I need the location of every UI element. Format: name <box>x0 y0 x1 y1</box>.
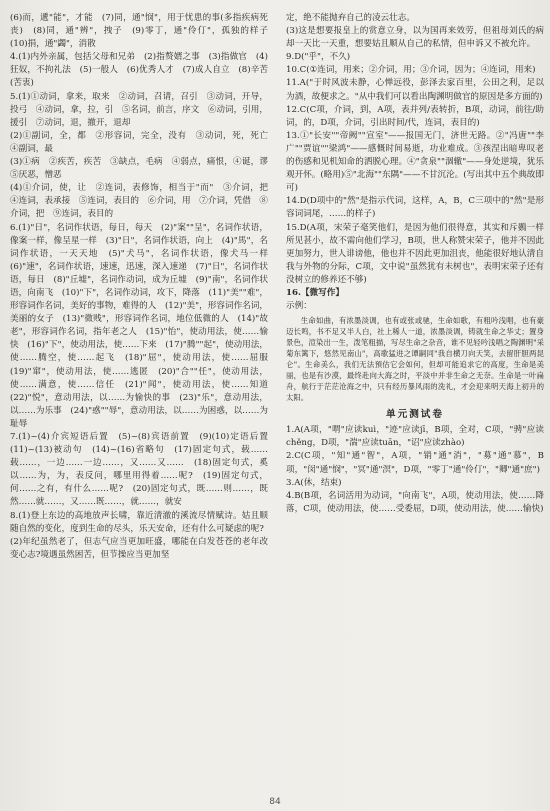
unit-test-title: 单元测试卷 <box>386 409 444 421</box>
answer-paragraph: 10.C(①连词，用来；②介词，用；③介词，因为；④连词，用来) <box>286 65 536 76</box>
answer-paragraph: 4.(1)内外亲属，包括父母和兄弟 (2)指赘婿之事 (3)指做官 (4)狂奴，不拘礼法 (5)一般人 (6)优秀人才 (7)成人自立 (8)辛苦(苦衷) <box>10 52 268 89</box>
answer-paragraph: 2.C(C项，"知"通"智"，A项，"销"通"消"，"募"通"慕"，B项，"闵"通"悯"，"冥"通"溟"，D项，"零丁"通"伶仃"，"卿"通"庶") <box>286 451 544 475</box>
answer-paragraph: 定，绝不能抛弃自己的凌云壮志。 <box>286 13 415 23</box>
answer-paragraph: (6)而，遞"能"，才能 (7)同，通"悯"，用于忧患的事(多指疾病死丧) (8)同，通"辨"，拽子 (9)零丁，通"伶仃"，孤独的样子 (10)捐，通"蠲"，消散 <box>10 13 277 50</box>
answer-paragraph: 7.(1)~(4)介宾短语后置 (5)~(8)宾语前置 (9)(10)定语后置 (11)~(13)被动句 (14)~(16)省略句 (17)固定句式，载……载……，一边……一边……，又……又…… (18)固定句式，奚以……为，为，表反问，哪里用得着……呢? (19)固定句式，何……之有，有什么……呢? (20)固定句式，既……则……，既然……就……，又……既……，就……，就安 <box>10 432 277 508</box>
micro-writing-heading: 16.【微写作】 <box>286 287 344 298</box>
answer-paragraph: 1.A(A项，"喟"应读kuì，"迹"应读jī，B项，全对，C项，"骋"应读chěng，D项，"湍"应读tuān，"诏"应读zhào) <box>286 425 544 449</box>
example-label: 示例： <box>286 301 312 312</box>
answer-paragraph: (3)①病 ②疾苦，疾苦 ③缺点，毛病 ④弱点，痛恨，④诞，谬 ⑤厌恶，憎恶 <box>10 157 277 181</box>
answer-paragraph: 5.(1)①动词，拿来，取来 ②动词，召请，召引 ③动词，开导，投弓 ④动词，拿，拉，引 ⑤名词，前言，序文 ⑥动词，引用，援引 ⑦动词，退，撤开，退却 <box>10 91 268 128</box>
answer-paragraph: 13.①"长安""帝阙""宣室"——报国无门，济世无路。②"冯唐""李广""贾谊""梁鸿"——感慨时间易逝，功业难成。③孩涅出暗卑叹老的伤感和见机知命的洒脱心理。④"贪泉""涸辙"——身处逆境，犹乐观开怀。(略用)⑤"北海""东隅"——不甘沉沦。(写出其中五个典故即可) <box>286 130 544 194</box>
answer-paragraph: 3.A(休，结束) <box>286 477 342 488</box>
answer-paragraph: 12.C(C项，介词，到，A项，表并列/表转折，B项，动词，前往/助词，的，D项，介词，引出时间/代，连词，表目的) <box>286 104 544 128</box>
answer-paragraph: (4)①介词，使，让 ②连词，表修饰，相当于"而" ③介词，把 ④连词，表承接 ⑤连词，表目的 ⑥介词，用 ⑦介词，凭借 ⑧介词，把 ⑨连词，表目的 <box>10 183 277 220</box>
answer-paragraph: (2)年纪虽然老了，但志气应当更加旺盛，哪能在白发苍苍的老年改变心志?境遇虽然困苦，但节操应当更加坚 <box>10 536 268 560</box>
answer-paragraph: (3)这是想要报皇上的赏意立身，以为国再来效劳，但祖母刘氏的病却一天比一天重，想要姑且顺从自己的私情，但申诉又不被允许。 <box>286 26 544 50</box>
answer-paragraph: 11.A("于时风波未静，心惮远役，彭泽去家百里，公田之利，足以为酒，故便求之。"从中我们可以看出陶渊明做官的原因是多方面的) <box>286 78 544 102</box>
page-number: 84 <box>269 797 281 807</box>
answer-paragraph: 15.D(A项，宋荣子毫笑他们，是因为他们很得意，其实和斥鷃一样所见甚小，故不需向他们学习，B项，世人称赞宋荣子，他并不因此更加努力，世人诽谤他，他也并不因此更加沮丧，他能很好地认清自我与外物的分际，C项，文中说"虽然犹有未树也"，表明宋荣子还有没树立的修养还不够) <box>286 222 544 285</box>
answer-paragraph: 14.D(D项中的"然"是指示代词，这样，A，B，C三项中的"然"是形容词词尾，……的样子) <box>286 196 544 220</box>
answer-paragraph: (2)①副词，全，都 ②形容词，完全，没有 ③动词，死，死亡 ④副词，最 <box>10 130 277 154</box>
answer-paragraph: 4.B(B项，名词活用为动词，"向南飞"，A项，使动用法，使……降落，C项，使动用法，使……受委屈，D项，使动用法，使……愉快) <box>286 490 544 514</box>
answer-paragraph: 9.D("乎"，不久) <box>286 52 351 63</box>
example-essay: 生命如曲，有浓墨淡调，也有或张或驰，生命如歌，有粗吟浅唱，也有豪迈长鸣，书不足又半人白，社上稀人一道，浓墨淡调，铸就生命之华丈；置身景色，渲染出一生，泼笔粗描，写尽生命之杂音，谁不见轻吟浅唱之陶渊明"采菊东篱下，悠然见南山"，高歌猛进之谭嗣同"我自横刀向天笑，去留肝胆两昆仑"。生命美么，我们无法預估它会如何，但却可能追求它的高度，生命是美丽，也是有沙漠，最终赴向大海之时，平淡中并非生命之无奈。生命是一叶扁舟，航行于茫茫沧海之中，只有经历暴风雨的洗礼，才会迎来明天海上初升的太阳。 <box>286 316 544 403</box>
right-column <box>286 12 544 516</box>
left-column <box>10 12 277 562</box>
answer-paragraph: 6.(1)"日"，名词作状语，每日，每天 (2)"案""呈"，名词作状语，像案一样，像呈星一样 (3)"日"，名词作状语，向上 (4)"馬"，名词作状语，一天天地 (5)"犬马"，名词作状语，像犬马一样 (6)"速"，名词作状语，速速，迅速，深入速递 (7)"日"，名词作状语，每日 (8)"丘墟"，名词作动词，成为丘墟 (9)"南"，名词作状语，向南飞 (10)"下"，名词作动词，攻下，降落 (11)"美""难"，形容词作名词，美好的事物，难得的人 (12)"美"，形容词作名词，美丽的女子 (13)"微贱"，形容词作名词，地位低微的人 (14)"故老"，形容词作名词，指年老之人 (15)"怡"，使动用法，使……愉快 (16)"下"，使动用法，使……下来 (17)"腾""起"，使动用法，使……腾空，使……起飞 (18)"屈"，使动用法，使……屈服 (19)"窜"，使动用法，使……逃匿 (20)"合""任"，使动用法，使……满意，使……信任 (21)"闻"，使动用法，使……知道 (22)"悦"，意动用法，以……为愉快的事 (23)"乐"，意动用法，以……为乐事 (24)"惑""辱"，意动用法，以……为困惑，以……为耻辱 <box>10 222 277 429</box>
answer-paragraph: 8.(1)登上东边的高地放声长啸，靠近清澈的溪流尽情赋诗。姑且顺随自然的变化，度到生命的尽头，乐天安命，还有什么可疑虑的呢? <box>10 510 268 534</box>
